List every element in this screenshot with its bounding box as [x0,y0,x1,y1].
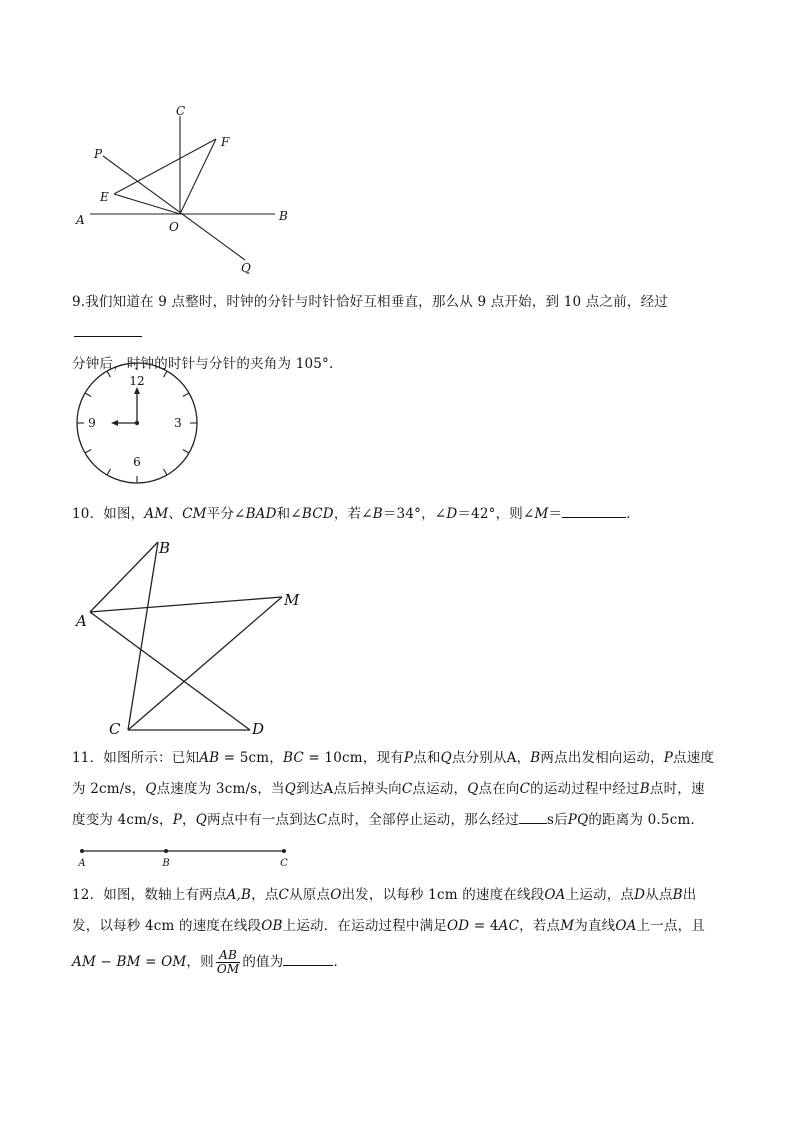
q11-text: 点和 [413,750,441,766]
q10-d: D [446,506,458,522]
fraction-denominator: OM [216,962,240,976]
label-M: M [284,591,300,609]
q12-text: ，若点 [519,918,561,934]
q11-text: 两点中有一点到达 [207,812,317,828]
q10-text: 10．如图， [72,506,145,522]
q11-pq: PQ [567,812,589,828]
q12-text: 从点 [645,887,673,903]
q11-q: Q [284,781,297,797]
q11-text: 点时，速 [649,781,705,797]
q10-text: ，若∠ [333,506,373,522]
q10-m: M [534,506,549,522]
q12-text: = 4 [469,918,499,934]
q10-text: 、 [168,506,183,522]
q12-oa: OA [544,887,566,903]
q11-text: ， [182,812,196,828]
q12-text: 出 [682,887,697,903]
clock-tick [107,371,111,377]
q11-c: C [316,812,328,828]
q10-bcd: BCD [301,506,334,522]
q12-text: 为直线 [574,918,616,934]
q11-text: 点速度 [673,750,715,766]
q12-fraction [216,949,241,976]
q10-bad: BAD [245,506,277,522]
q12-text: 发，以每秒 4cm 的速度在线段 [72,918,262,934]
q11-p: P [403,750,414,766]
q11-p: P [172,812,183,828]
q11-c: C [401,781,413,797]
q12-text: 上运动．在运动过程中满足 [282,918,448,934]
q12-equation: AM − BM = OM [72,954,187,970]
label-P: P [94,147,103,161]
clock-num-6: 6 [133,455,141,469]
q11-text: = 5cm， [219,750,284,766]
q10-text: ． [626,506,640,522]
clock-tick [164,371,168,377]
q9-line1: 9.我们知道在 9 点整时，时钟的分针与时针恰好互相垂直，那么从 9 点开始，到 10 点之前，经过 [72,294,668,310]
q12-m: M [560,918,575,934]
q10-text: ＝34°，∠ [382,506,447,522]
label-B: B [279,209,288,223]
q11-q: Q [467,781,479,797]
q12-o: O [330,887,342,903]
q11-ab: AB [199,750,220,766]
clock-tick [107,469,111,475]
q12-text: 出发，以每秒 1cm 的速度在线段 [341,887,545,903]
q11-text: 的运动过程中经过 [530,781,640,797]
q9-line2: 分钟后，时钟的时针与分针的夹角为 105°. [72,356,334,372]
q11-b: B [639,781,650,797]
q11-text: 度变为 4cm/s， [72,812,173,828]
q11-bc: BC [283,750,304,766]
question-12 [72,880,724,982]
label-C: C [109,720,121,738]
question-10 [72,499,724,530]
segment-label-C: C [280,858,288,869]
q10-text: ＝42°，则∠ [457,506,535,522]
q12-text: 的值为 [242,954,284,970]
q12-text: ，则 [186,954,214,970]
q11-q: Q [440,750,452,766]
q12-text: ，点 [251,887,279,903]
q12-c: C [278,887,290,903]
q11-text: s后 [546,812,568,828]
clock-tick [164,469,168,475]
q11-text: 两点出发相向运动， [540,750,664,766]
label-C: C [176,104,186,118]
q10-text: ＝ [548,506,563,522]
q11-text: 到达A点后掉头向 [296,781,402,797]
q12-text: 上一点，且 [636,918,706,934]
q12-ac: AC [498,918,520,934]
label-A: A [76,213,85,227]
q10-answer-blank[interactable] [562,503,626,518]
q11-text: 11．如图所示：已知 [72,750,200,766]
figure-angles [72,100,302,280]
fraction-numerator: AB [216,949,241,963]
q11-text: 点速度为 3cm/s，当 [156,781,285,797]
q11-text: 的距离为 0.5cm． [588,812,705,828]
q12-b: B [672,887,683,903]
q11-text: 点运动， [412,781,468,797]
clock-num-3: 3 [174,416,182,430]
label-B: B [159,539,171,557]
q11-q: Q [195,812,207,828]
label-D: D [252,720,265,738]
q10-cm: CM [182,506,207,522]
clock-tick [85,393,91,397]
q11-text: = 10cm，现有 [303,750,404,766]
segment-label-A: A [78,858,86,869]
label-E: E [100,190,109,204]
q10-text: 和∠ [276,506,302,522]
q12-ob: OB [261,918,283,934]
clock-tick [85,450,91,454]
q11-b: B [530,750,541,766]
label-O: O [169,220,179,234]
q12-oa: OA [615,918,637,934]
question-11 [72,743,724,836]
segment-label-B: B [162,858,170,869]
clock-tick [183,393,189,397]
clock-num-12: 12 [129,374,145,388]
q12-ab: A,B [226,887,252,903]
clock-num-9: 9 [88,416,96,430]
q11-q: Q [145,781,157,797]
q10-am: AM [144,506,169,522]
q11-p: P [663,750,674,766]
label-A: A [76,612,87,630]
q12-od: OD [447,918,470,934]
q11-c: C [519,781,531,797]
q10-b: B [372,506,383,522]
label-F: F [221,135,230,149]
q12-text: 12．如图，数轴上有两点 [72,887,227,903]
figure-segment [76,843,296,871]
q11-text: 点分别从A， [451,750,531,766]
clock-figure [75,361,201,487]
q11-text: 点在向 [478,781,520,797]
label-Q: Q [241,261,251,275]
q9-answer-blank[interactable] [74,322,142,337]
q10-text: 平分∠ [206,506,246,522]
q12-answer-blank[interactable] [283,951,333,966]
figure-quadrilateral [72,536,312,742]
q12-d: D [634,887,646,903]
q11-text: 点时，全部停止运动，那么经过 [327,812,519,828]
q11-text: 为 2cm/s， [72,781,146,797]
clock-tick [183,450,189,454]
q12-text: 上运动，点 [565,887,635,903]
q12-text: 从原点 [289,887,331,903]
q12-text: ． [333,954,348,970]
q11-answer-blank[interactable] [519,809,547,824]
